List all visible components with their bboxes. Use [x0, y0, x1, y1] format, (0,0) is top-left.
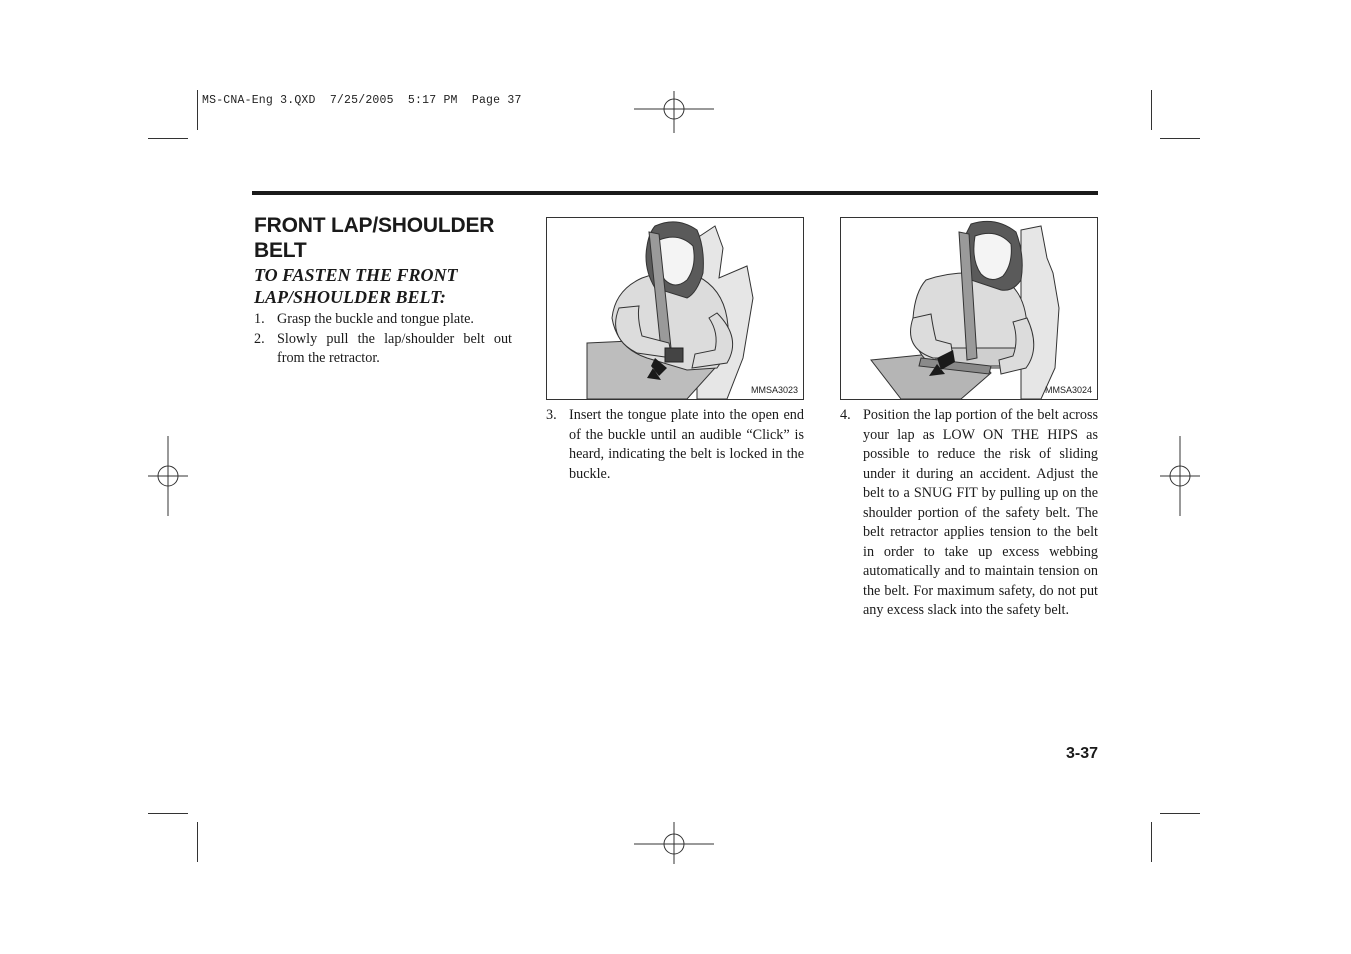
- header-rule: [252, 191, 1098, 195]
- crop-mark: [1160, 813, 1200, 814]
- step-3: [546, 406, 804, 484]
- step-text: Position the lap portion of the belt across your lap as LOW ON THE HIPS as possible to reduce the risk of sliding under it during an accident. Adjust the belt to a SNUG FIT by pulling up on the shoulder portion of the safety belt. The belt retractor applies tension to the belt in order to take up excess webbing automatically and to maintain tension on the belt. For maximum safety, do not put any excess slack into the safety belt.: [863, 407, 1098, 618]
- step-number: 4.: [840, 407, 851, 423]
- section-title: FRONT LAP/SHOULDER BELT: [254, 214, 495, 262]
- step-1: [254, 310, 512, 330]
- print-slug: MS-CNA-Eng 3.QXD 7/25/2005 5:17 PM Page 37: [202, 94, 522, 107]
- figure-code: MMSA3024: [1044, 385, 1092, 395]
- column-middle: [546, 217, 804, 484]
- registration-mark-left: [128, 436, 208, 516]
- page-number: 3-37: [1065, 745, 1098, 762]
- crop-mark: [148, 813, 188, 814]
- step-2: [254, 330, 512, 369]
- woman-fastening-belt-illustration: [547, 218, 803, 399]
- registration-mark-bottom: [634, 804, 714, 884]
- crop-mark: [197, 90, 198, 130]
- figure-code: MMSA3023: [750, 385, 798, 395]
- step-list: [840, 406, 1098, 621]
- step-4: [840, 406, 1098, 621]
- step-number: 2.: [254, 330, 265, 347]
- illustration-position-lap-belt: [840, 217, 1098, 400]
- step-number: 3.: [546, 407, 557, 423]
- step-number: 1.: [254, 311, 265, 327]
- step-list: [546, 406, 804, 484]
- column-right: [840, 217, 1098, 621]
- crop-mark: [197, 822, 198, 862]
- crop-mark: [1151, 822, 1152, 862]
- crop-mark: [148, 138, 188, 139]
- step-text: Insert the tongue plate into the open end of the buckle until an audible “Click” is heard, indicating the belt is locked in the buckle.: [569, 407, 804, 482]
- section-subtitle: TO FASTEN THE FRONT LAP/SHOULDER BELT:: [254, 265, 458, 307]
- crop-mark: [1160, 138, 1200, 139]
- illustration-insert-tongue-plate: [546, 217, 804, 400]
- step-list: [254, 310, 512, 369]
- step-text: Grasp the buckle and tongue plate.: [277, 311, 474, 327]
- registration-mark-top: [634, 69, 714, 149]
- step-text: Slowly pull the lap/shoulder belt out from the retractor.: [277, 330, 512, 366]
- column-left: [254, 213, 512, 369]
- woman-adjusting-belt-illustration: [841, 218, 1097, 399]
- crop-mark: [1151, 90, 1152, 130]
- registration-mark-right: [1140, 436, 1220, 516]
